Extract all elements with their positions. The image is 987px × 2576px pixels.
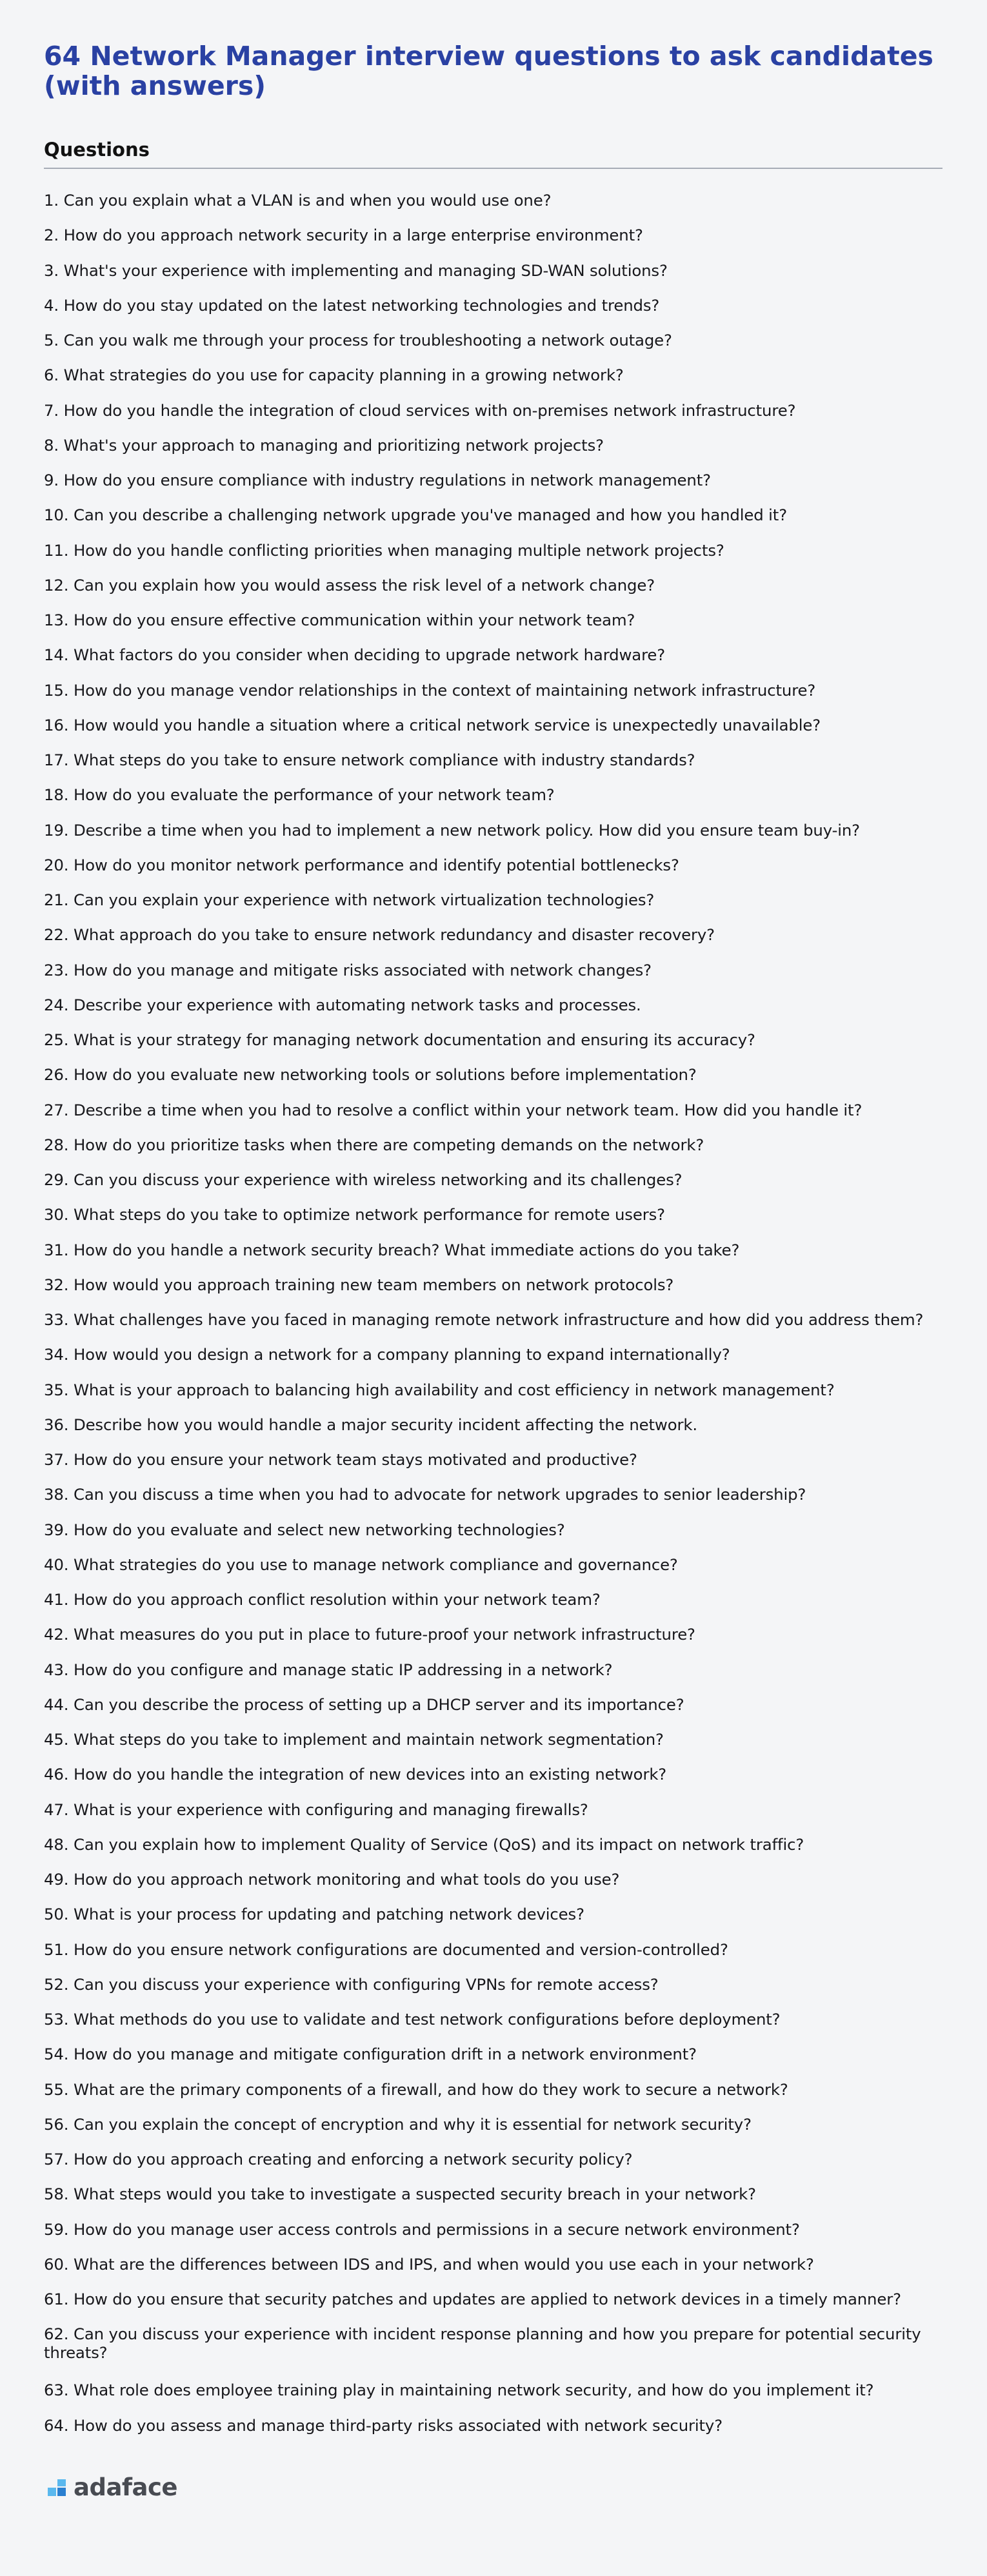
question-item: 8. What's your approach to managing and prioritizing network projects? — [44, 435, 604, 455]
question-item: 37. How do you ensure your network team stays motivated and productive? — [44, 1450, 637, 1469]
question-item: 46. How do you handle the integration of new devices into an existing network? — [44, 1765, 667, 1784]
question-item: 60. What are the differences between IDS and IPS, and when would you use each in your network? — [44, 2254, 814, 2274]
question-item: 11. How do you handle conflicting priorities when managing multiple network projects? — [44, 540, 724, 560]
question-item: 18. How do you evaluate the performance of your network team? — [44, 785, 555, 805]
question-item: 16. How would you handle a situation where a critical network service is unexpectedly unavailable? — [44, 715, 821, 734]
question-item: 13. How do you ensure effective communication within your network team? — [44, 611, 635, 629]
question-item: 12. Can you explain how you would assess the risk level of a network change? — [44, 575, 655, 595]
question-item: 36. Describe how you would handle a major security incident affecting the network. — [44, 1415, 697, 1434]
question-item: 30. What steps do you take to optimize network performance for remote users? — [44, 1205, 665, 1224]
question-item: 23. How do you manage and mitigate risks associated with network changes? — [44, 960, 652, 979]
question-item: 48. Can you explain how to implement Quality of Service (QoS) and its impact on network traffic? — [44, 1834, 804, 1854]
adaface-logo[interactable] — [48, 2475, 177, 2501]
page-title: 64 Network Manager interview questions to ask candidates (with answers) — [44, 41, 933, 101]
question-item: 25. What is your strategy for managing network documentation and ensuring its accuracy? — [44, 1030, 755, 1049]
question-item: 19. Describe a time when you had to implement a new network policy. How did you ensure team buy-in? — [44, 820, 860, 840]
question-item: 1. Can you explain what a VLAN is and when you would use one? — [44, 191, 552, 210]
question-item: 15. How do you manage vendor relationships in the context of maintaining network infrastructure? — [44, 680, 816, 700]
question-item: 29. Can you discuss your experience with wireless networking and its challenges? — [44, 1170, 683, 1189]
question-item: 22. What approach do you take to ensure network redundancy and disaster recovery? — [44, 925, 715, 945]
question-item: 5. Can you walk me through your process for troubleshooting a network outage? — [44, 331, 672, 349]
question-item: 4. How do you stay updated on the latest networking technologies and trends? — [44, 295, 660, 315]
question-item: 57. How do you approach creating and enforcing a network security policy? — [44, 2150, 633, 2168]
question-item: 28. How do you prioritize tasks when there are competing demands on the network? — [44, 1135, 704, 1154]
question-item: 20. How do you monitor network performance and identify potential bottlenecks? — [44, 855, 679, 874]
question-item: 42. What measures do you put in place to future-proof your network infrastructure? — [44, 1625, 695, 1644]
question-item: 44. Can you describe the process of setting up a DHCP server and its importance? — [44, 1695, 684, 1714]
question-item: 27. Describe a time when you had to resolve a conflict within your network team. How did you handle it? — [44, 1100, 862, 1119]
section-heading-questions: Questions — [44, 139, 150, 161]
question-item: 52. Can you discuss your experience with configuring VPNs for remote access? — [44, 1974, 659, 1994]
question-item: 7. How do you handle the integration of cloud services with on-premises network infrastructure? — [44, 400, 796, 420]
question-item: 10. Can you describe a challenging network upgrade you've managed and how you handled it? — [44, 506, 788, 525]
question-item: 34. How would you design a network for a company planning to expand internationally? — [44, 1345, 730, 1364]
question-list — [44, 187, 947, 2447]
question-item: 59. How do you manage user access controls and permissions in a secure network environment? — [44, 2219, 800, 2239]
question-item: 50. What is your process for updating and patching network devices? — [44, 1905, 584, 1924]
question-item: 33. What challenges have you faced in managing remote network infrastructure and how did you address them? — [44, 1310, 924, 1329]
question-item: 21. Can you explain your experience with network virtualization technologies? — [44, 890, 655, 909]
question-item: 62. Can you discuss your experience with incident response planning and how you prepare for potential security threats? — [44, 2325, 921, 2363]
question-item: 39. How do you evaluate and select new networking technologies? — [44, 1520, 565, 1539]
question-item: 38. Can you discuss a time when you had to advocate for network upgrades to senior leadership? — [44, 1485, 806, 1504]
adaface-logo-icon — [48, 2478, 67, 2497]
section-divider — [44, 168, 942, 169]
question-item: 31. How do you handle a network security breach? What immediate actions do you take? — [44, 1240, 740, 1259]
question-item: 54. How do you manage and mitigate configuration drift in a network environment? — [44, 2045, 697, 2064]
question-item: 58. What steps would you take to investigate a suspected security breach in your network? — [44, 2185, 756, 2204]
question-item: 32. How would you approach training new team members on network protocols? — [44, 1275, 674, 1294]
question-item: 64. How do you assess and manage third-party risks associated with network security? — [44, 2415, 723, 2435]
question-item: 26. How do you evaluate new networking tools or solutions before implementation? — [44, 1065, 697, 1085]
question-item: 9. How do you ensure compliance with industry regulations in network management? — [44, 471, 711, 489]
question-item: 56. Can you explain the concept of encryption and why it is essential for network security? — [44, 2114, 752, 2134]
question-item: 53. What methods do you use to validate and test network configurations before deployment? — [44, 2010, 781, 2029]
question-item: 2. How do you approach network security in a large enterprise environment? — [44, 226, 643, 245]
question-item: 14. What factors do you consider when deciding to upgrade network hardware? — [44, 645, 666, 665]
question-item: 51. How do you ensure network configurations are documented and version-controlled? — [44, 1940, 728, 1959]
question-item: 55. What are the primary components of a firewall, and how do they work to secure a network? — [44, 2079, 788, 2099]
question-item: 63. What role does employee training play in maintaining network security, and how do you implement it? — [44, 2381, 874, 2400]
question-item: 3. What's your experience with implementing and managing SD-WAN solutions? — [44, 261, 668, 280]
question-item: 45. What steps do you take to implement and maintain network segmentation? — [44, 1730, 664, 1749]
question-item: 41. How do you approach conflict resolution within your network team? — [44, 1590, 601, 1609]
question-item: 61. How do you ensure that security patches and updates are applied to network devices in a timely manner? — [44, 2290, 901, 2308]
adaface-logo-text: adaface — [74, 2473, 178, 2501]
question-item: 6. What strategies do you use for capacity planning in a growing network? — [44, 366, 624, 385]
question-item: 43. How do you configure and manage static IP addressing in a network? — [44, 1660, 613, 1679]
question-item: 35. What is your approach to balancing high availability and cost efficiency in network management? — [44, 1380, 835, 1399]
question-item: 40. What strategies do you use to manage network compliance and governance? — [44, 1555, 678, 1574]
question-item: 24. Describe your experience with automating network tasks and processes. — [44, 995, 641, 1014]
question-item: 49. How do you approach network monitoring and what tools do you use? — [44, 1870, 620, 1889]
question-item: 17. What steps do you take to ensure network compliance with industry standards? — [44, 751, 695, 769]
question-item: 47. What is your experience with configuring and managing firewalls? — [44, 1800, 588, 1819]
